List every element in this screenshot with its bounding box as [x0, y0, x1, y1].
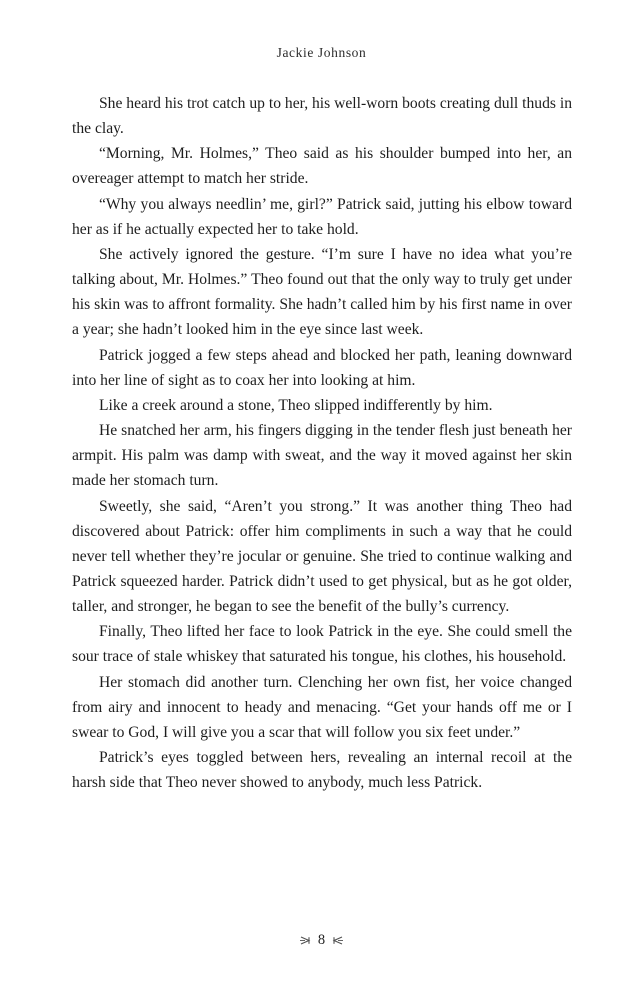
paragraph: “Why you always needlin’ me, girl?” Patrick said, jutting his elbow toward her as if he actually expected her to take hold. — [72, 195, 572, 238]
paragraph: Like a creek around a stone, Theo slipped indifferently by him. — [99, 396, 493, 414]
page-body — [72, 91, 572, 795]
paragraph: “Morning, Mr. Holmes,” Theo said as his shoulder bumped into her, an overeager attempt to match her stride. — [72, 145, 572, 188]
running-header-author: Jackie Johnson — [276, 45, 367, 60]
paragraph: He snatched her arm, his fingers digging in the tender flesh just beneath her armpit. His palm was damp with sweat, and the way it moved against her skin made her stomach turn. — [72, 422, 572, 490]
fleuron-right-icon — [332, 936, 344, 945]
page-number: 8 — [317, 932, 326, 948]
paragraph: Finally, Theo lifted her face to look Patrick in the eye. She could smell the sour trace of stale whiskey that saturated his tongue, his clothes, his household. — [72, 623, 572, 666]
paragraph: Patrick jogged a few steps ahead and blocked her path, leaning downward into her line of sight as to coax her into looking at him. — [72, 346, 572, 389]
paragraph: Sweetly, she said, “Aren’t you strong.” It was another thing Theo had discovered about Patrick: offer him compliments in such a way that he could never tell whether they’re jocular or genuine. She tried to continue walking and Patrick squeezed harder. Patrick didn’t used to get physical, but as he got older, taller, and stronger, he began to see the benefit of the bully’s currency. — [72, 497, 572, 616]
paragraph: She heard his trot catch up to her, his well-worn boots creating dull thuds in the clay. — [72, 95, 572, 138]
page-footer — [0, 932, 643, 949]
paragraph: She actively ignored the gesture. “I’m sure I have no idea what you’re talking about, Mr. Holmes.” Theo found out that the only way to truly get under his skin was to affront formality. She hadn’t called him by his first name in over a year; she hadn’t looked him in the eye since last week. — [72, 245, 572, 339]
paragraph: Patrick’s eyes toggled between hers, revealing an internal recoil at the harsh side that Theo never showed to anybody, much less Patrick. — [72, 749, 572, 792]
fleuron-left-icon — [299, 936, 311, 945]
paragraph: Her stomach did another turn. Clenching her own fist, her voice changed from airy and innocent to heady and menacing. “Get your hands off me or I swear to God, I will give you a scar that will follow you six feet under.” — [72, 673, 572, 741]
